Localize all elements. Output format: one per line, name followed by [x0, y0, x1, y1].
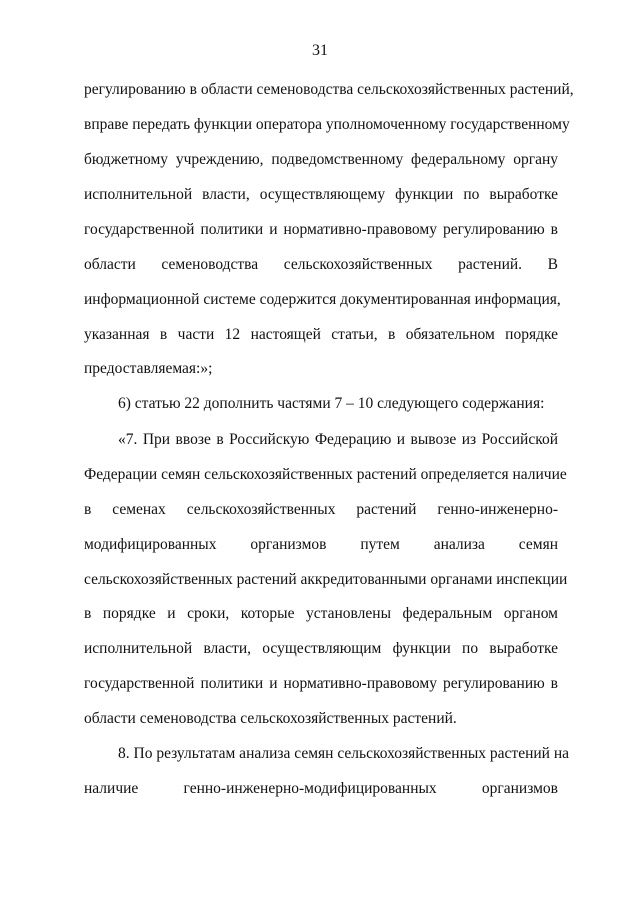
- text-line: исполнительной власти, осуществляющему функции по выработке: [84, 186, 558, 203]
- text-line: в семенах сельскохозяйственных растений генно-инженерно-: [84, 501, 558, 518]
- text-line: в порядке и сроки, которые установлены федеральным органом: [84, 605, 558, 622]
- text-line: сельскохозяйственных растений аккредитованными органами инспекции: [84, 571, 568, 588]
- text-line: предоставляемая:»;: [84, 360, 213, 377]
- text-line: государственной политики и нормативно-правовому регулированию в: [84, 675, 558, 692]
- text-line: вправе передать функции оператора уполномоченному государственному: [84, 116, 570, 133]
- text-line: регулированию в области семеноводства сельскохозяйственных растений,: [84, 81, 574, 98]
- text-line: наличие генно-инженерно-модифицированных организмов: [84, 780, 558, 797]
- text-line: модифицированных организмов путем анализа семян: [84, 536, 558, 553]
- page-number: 31: [312, 42, 328, 59]
- text-line: указанная в части 12 настоящей статьи, в обязательном порядке: [84, 326, 558, 343]
- text-line: информационной системе содержится документированная информация,: [84, 291, 561, 308]
- text-line: Федерации семян сельскохозяйственных растений определяется наличие: [84, 466, 567, 483]
- text-line: области семеноводства сельскохозяйственных растений.: [84, 710, 457, 727]
- text-line: исполнительной власти, осуществляющим функции по выработке: [84, 640, 558, 657]
- text-line: области семеноводства сельскохозяйственных растений. В: [84, 256, 558, 273]
- text-line: бюджетному учреждению, подведомственному федеральному органу: [84, 151, 558, 168]
- text-line: государственной политики и нормативно-правовому регулированию в: [84, 221, 558, 238]
- paragraph-first-line: 6) статью 22 дополнить частями 7 – 10 следующего содержания:: [118, 395, 545, 412]
- paragraph-first-line: 8. По результатам анализа семян сельскохозяйственных растений на: [118, 745, 570, 762]
- paragraph-first-line: «7. При ввозе в Российскую Федерацию и вывозе из Российской: [118, 431, 558, 448]
